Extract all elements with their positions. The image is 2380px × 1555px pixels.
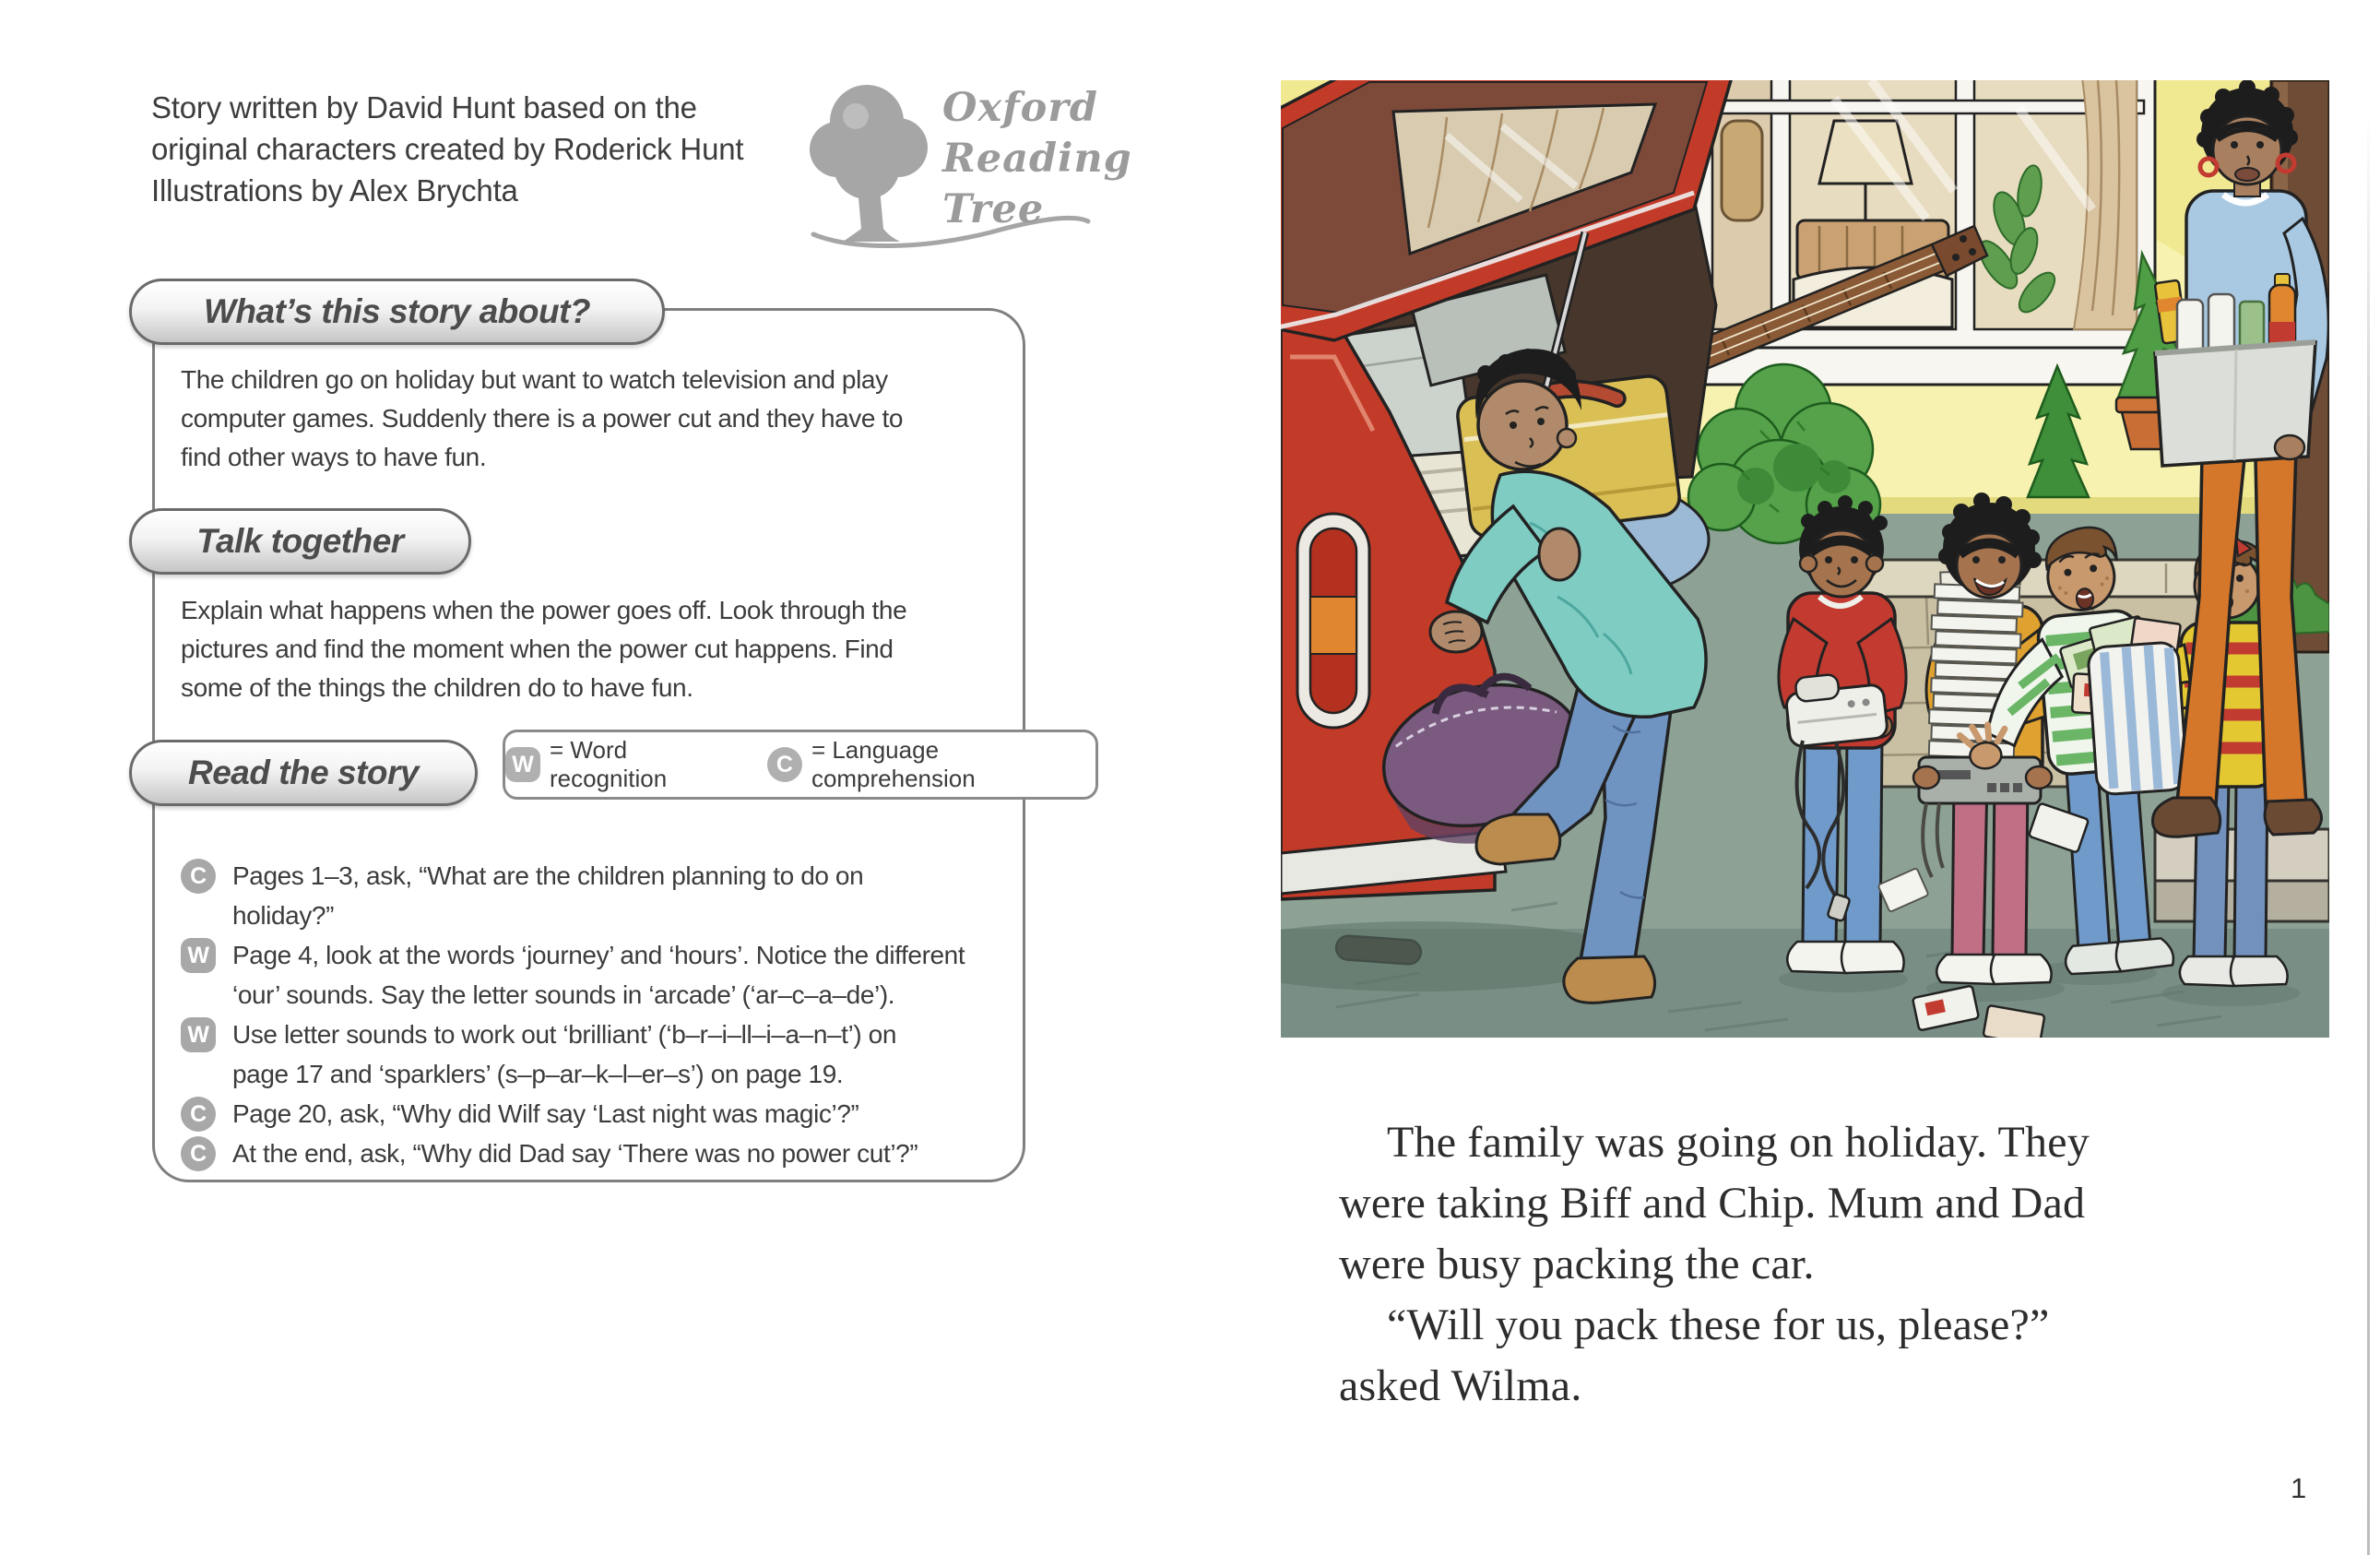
mirror: [1722, 121, 1762, 220]
read-point-text: [232, 1015, 896, 1094]
section-heading-label: What’s this story about?: [203, 292, 590, 330]
credits-line: Story written by David Hunt based on the: [151, 90, 697, 125]
story-line: were taking Biff and Chip. Mum and Dad: [1339, 1179, 2086, 1228]
symbol-key: [503, 730, 1098, 800]
credits-line: Illustrations by Alex Brychta: [151, 173, 518, 208]
language-comprehension-badge: C: [767, 747, 802, 782]
text-line: The children go on holiday but want to watch television and play: [181, 365, 888, 394]
read-point: [181, 935, 1016, 1015]
story-illustration: [1281, 80, 2329, 1038]
section-heading-talk-together: [129, 508, 471, 575]
section-heading-label: Talk together: [196, 522, 404, 560]
text-line: Pages 1–3, ask, “What are the children planning to do on: [232, 861, 864, 890]
read-point: [181, 1015, 1016, 1094]
word-recognition-badge: W: [505, 747, 540, 782]
striped-game-bag: [2086, 613, 2193, 795]
read-point-text: [232, 856, 863, 935]
read-point-text: [232, 935, 965, 1015]
read-point: [181, 856, 1016, 935]
credits-line: original characters created by Roderick Hunt: [151, 132, 744, 166]
page-number: 1: [2291, 1472, 2307, 1504]
logo-word: Oxford: [942, 85, 1098, 131]
logo-word: Tree: [942, 186, 1045, 232]
text-line: holiday?”: [232, 901, 335, 930]
standing-shoe: [1564, 956, 1655, 1003]
read-point-text: [232, 1134, 918, 1173]
shoe-on-bumper: [1476, 814, 1560, 864]
story-about-text: [181, 361, 903, 477]
comprehension-badge: C: [181, 1136, 216, 1171]
page-edge-shadow: [2367, 111, 2370, 1555]
logo-wordmark: [942, 83, 1132, 235]
text-line: page 17 and ‘sparklers’ (s–p–ar–k–l–er–s’) on page 19.: [232, 1060, 844, 1088]
story-line: “Will you pack these for us, please?”: [1387, 1300, 2050, 1349]
story-text: [1339, 1112, 2339, 1417]
text-line: Page 4, look at the words ‘journey’ and ‘hours’. Notice the different: [232, 941, 965, 969]
story-line: asked Wilma.: [1339, 1361, 1582, 1410]
text-line: At the end, ask, “Why did Dad say ‘There was no power cut’?”: [232, 1139, 918, 1168]
word-recognition-badge: W: [181, 938, 216, 973]
read-point: [181, 1094, 1016, 1134]
read-point: [181, 1134, 1016, 1173]
text-line: find other ways to have fun.: [181, 443, 487, 471]
section-heading-read-the-story: [129, 740, 478, 806]
text-line: ‘our’ sounds. Say the letter sounds in ‘arcade’ (‘ar–c–a–de’).: [232, 980, 895, 1009]
comprehension-badge: C: [181, 1097, 216, 1132]
text-line: pictures and find the moment when the power cut happens. Find: [181, 635, 894, 663]
story-line: The family was going on holiday. They: [1387, 1118, 2090, 1167]
story-line: were busy packing the car.: [1339, 1240, 1815, 1288]
credits: [151, 87, 743, 211]
text-line: computer games. Suddenly there is a power cut and they have to: [181, 404, 904, 433]
language-comprehension-label: = Language comprehension: [811, 736, 976, 792]
logo-word: Reading: [942, 136, 1132, 182]
comprehension-badge: C: [181, 859, 216, 894]
text-line: some of the things the children do to have fun.: [181, 673, 693, 702]
section-heading-whats-this-story-about: [129, 279, 665, 345]
read-the-story-points: [181, 856, 1016, 1173]
text-line: Use letter sounds to work out ‘brilliant’ (‘b–r–i–ll–i–a–n–t’) on: [232, 1020, 897, 1049]
section-heading-label: Read the story: [187, 754, 419, 791]
word-recognition-label: = Word recognition: [550, 736, 668, 792]
text-line: Explain what happens when the power goes off. Look through the: [181, 596, 907, 624]
read-point-text: [232, 1094, 858, 1134]
text-line: Page 20, ask, “Why did Wilf say ‘Last night was magic’?”: [232, 1099, 859, 1128]
talk-together-text: [181, 591, 906, 707]
word-recognition-badge: W: [181, 1017, 216, 1052]
illustration-canvas: [1281, 80, 2329, 1038]
